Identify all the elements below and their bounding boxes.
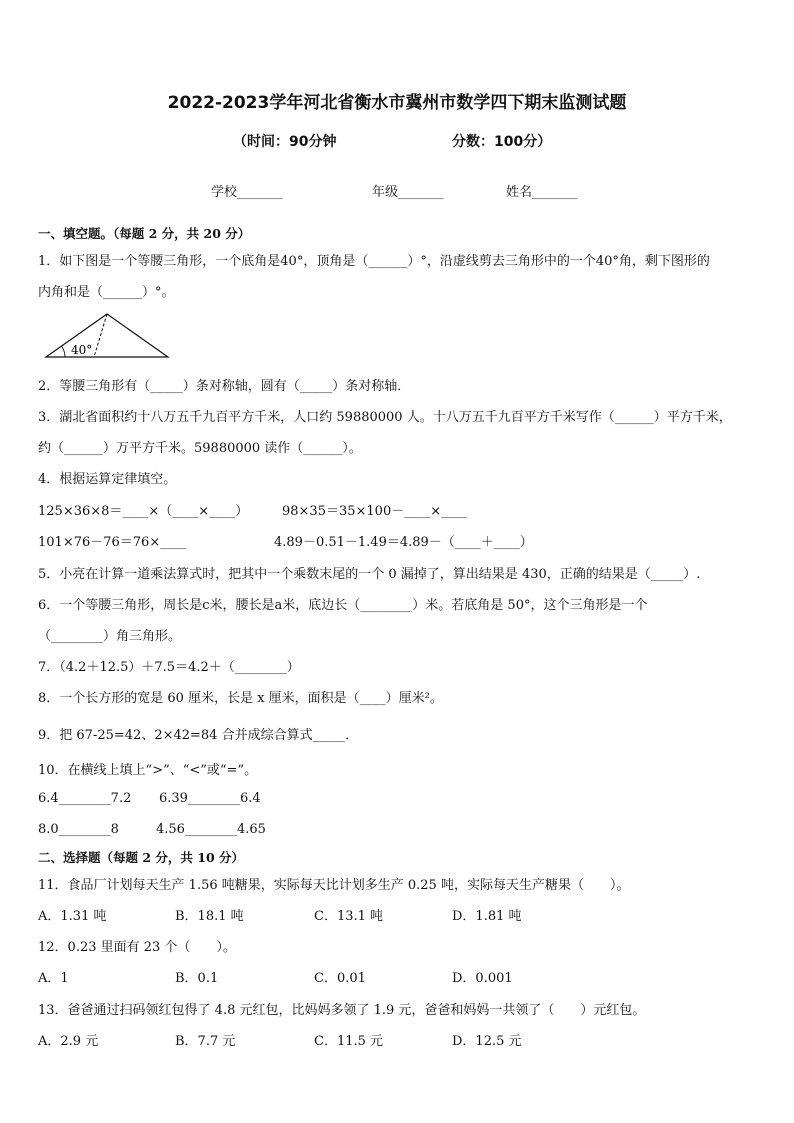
question-11: 11．食品厂计划每天生产 1.56 吨糖果，实际每天比计划多生产 0.25 吨，实际每天生产糖果（ ）。 xyxy=(38,878,630,893)
option-12-a: A．1 xyxy=(38,971,69,986)
option-11-b: B．18.1 吨 xyxy=(175,909,244,924)
option-13-b: B．7.7 元 xyxy=(175,1034,236,1049)
question-10-a: 6.4________7.2 xyxy=(38,791,132,806)
question-4-d: 4.89－0.51－1.49＝4.89－（____＋____） xyxy=(274,535,533,550)
page-title: 2022-2023学年河北省衡水市冀州市数学四下期末监测试题 xyxy=(167,93,627,113)
grade-field: 年级_______ xyxy=(372,185,444,200)
question-1-line-2: 内角和是（______）°。 xyxy=(38,285,175,300)
question-4-c: 101×76－76＝76×____ xyxy=(38,535,187,550)
question-4-a: 125×36×8＝____×（____×____） xyxy=(38,504,249,519)
section-2-header: 二、选择题（每题 2 分，共 10 分） xyxy=(38,850,245,865)
option-11-c: C．13.1 吨 xyxy=(314,909,384,924)
dashed-cut-line xyxy=(94,314,107,357)
angle-arc xyxy=(62,346,65,357)
isosceles-triangle-figure xyxy=(44,310,170,360)
question-7: 7．（4.2＋12.5）＋7.5＝4.2＋（________） xyxy=(38,660,300,675)
option-12-b: B．0.1 xyxy=(175,971,219,986)
question-3-line-1: 3．湖北省面积约十八万五千九百平方千米，人口约 59880000 人。十八万五千九百平方千米写作（______）平方千米， xyxy=(38,410,732,425)
name-field: 姓名_______ xyxy=(506,185,578,200)
question-6-line-2: （________）角三角形。 xyxy=(38,629,182,644)
section-1-header: 一、填空题。（每题 2 分，共 20 分） xyxy=(38,226,251,241)
question-10-c: 8.0________8 xyxy=(38,822,119,837)
question-6-line-1: 6．一个等腰三角形，周长是c米，腰长是a米，底边长（________）米。若底角是 50°，这个三角形是一个 xyxy=(38,598,648,613)
question-4: 4．根据运算定律填空。 xyxy=(38,472,177,487)
question-3-line-2: 约（______）万平方千米。59880000 读作（______）。 xyxy=(38,441,362,456)
option-11-d: D．1.81 吨 xyxy=(452,909,522,924)
school-field: 学校_______ xyxy=(211,185,283,200)
question-13: 13．爸爸通过扫码领红包得了 4.8 元红包，比妈妈多领了 1.9 元，爸爸和妈妈一共领了（ ）元红包。 xyxy=(38,1003,646,1018)
question-1-line-1: 1．如下图是一个等腰三角形，一个底角是40°，顶角是（______）°，沿虚线剪去三角形中的一个40°角，剩下图形的 xyxy=(38,254,710,269)
option-12-c: C．0.01 xyxy=(314,971,366,986)
exam-time: （时间：90分钟 xyxy=(233,134,337,150)
question-8: 8．一个长方形的宽是 60 厘米，长是 x 厘米，面积是（____）厘米²。 xyxy=(38,691,443,706)
question-5: 5．小亮在计算一道乘法算式时，把其中一个乘数末尾的一个 0 漏掉了，算出结果是 430，正确的结果是（_____）. xyxy=(38,567,701,582)
question-10-d: 4.56________4.65 xyxy=(156,822,266,837)
option-13-d: D．12.5 元 xyxy=(452,1034,522,1049)
question-10: 10．在横线上填上“>”、“<”或“=”。 xyxy=(38,763,258,778)
question-4-b: 98×35＝35×100－____×____ xyxy=(282,504,468,519)
option-12-d: D．0.001 xyxy=(452,971,513,986)
angle-label: 40° xyxy=(71,343,93,357)
question-2: 2．等腰三角形有（_____）条对称轴，圆有（_____）条对称轴． xyxy=(38,379,411,394)
question-9: 9．把 67-25=42、2×42=84 合并成综合算式_____． xyxy=(38,728,359,743)
option-13-c: C．11.5 元 xyxy=(314,1034,384,1049)
exam-score: 分数：100分） xyxy=(452,134,552,150)
option-11-a: A．1.31 吨 xyxy=(38,909,107,924)
option-13-a: A．2.9 元 xyxy=(38,1034,99,1049)
question-10-b: 6.39________6.4 xyxy=(159,791,261,806)
question-12: 12．0.23 里面有 23 个（ ）。 xyxy=(38,940,236,955)
